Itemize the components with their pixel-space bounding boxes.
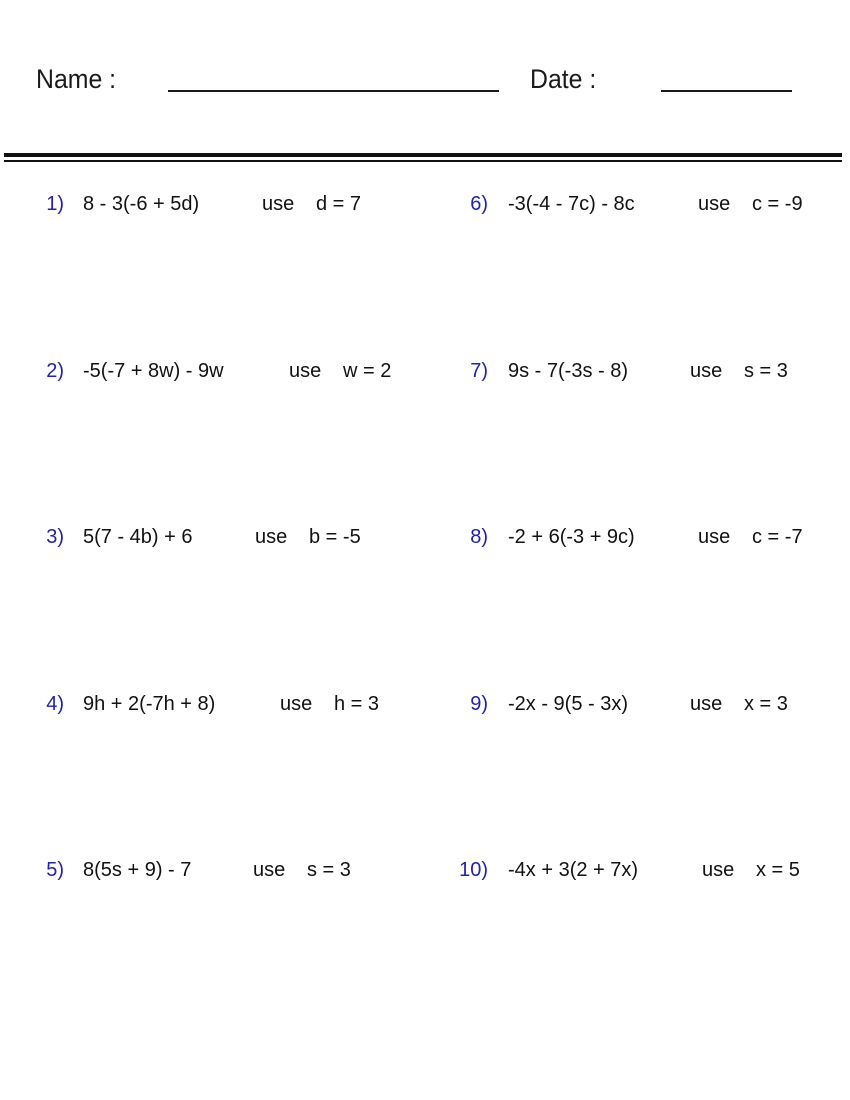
problem-substitution: c = -9 [752, 193, 803, 215]
header-divider-thick [4, 153, 842, 157]
problem-use-label: use [280, 693, 313, 715]
problem-expression: -2x - 9(5 - 3x) [508, 693, 629, 715]
problem-use-label: use [253, 859, 286, 881]
problem-expression: 9s - 7(-3s - 8) [508, 360, 629, 382]
problem-expression: -5(-7 + 8w) - 9w [83, 360, 224, 382]
problem-number: 6) [470, 193, 488, 215]
problem-number: 4) [46, 693, 64, 715]
problem-substitution: x = 3 [744, 693, 788, 715]
name-blank-line [168, 90, 499, 92]
problem-number: 5) [46, 859, 64, 881]
date-blank-line [661, 90, 792, 92]
problem-use-label: use [698, 193, 731, 215]
problem-substitution: s = 3 [307, 859, 351, 881]
problem-number: 1) [46, 193, 64, 215]
problem-substitution: w = 2 [343, 360, 392, 382]
problem-expression: -3(-4 - 7c) - 8c [508, 193, 635, 215]
problem-number: 8) [470, 526, 488, 548]
problem-use-label: use [698, 526, 731, 548]
problem-use-label: use [702, 859, 735, 881]
problem-expression: -2 + 6(-3 + 9c) [508, 526, 635, 548]
problem-use-label: use [690, 360, 723, 382]
problem-substitution: h = 3 [334, 693, 380, 715]
problem-number: 10) [459, 859, 488, 881]
problem-expression: 8(5s + 9) - 7 [83, 859, 192, 881]
problem-substitution: c = -7 [752, 526, 803, 548]
problem-use-label: use [289, 360, 322, 382]
problem-substitution: b = -5 [309, 526, 361, 548]
problem-number: 7) [470, 360, 488, 382]
problem-substitution: x = 5 [756, 859, 800, 881]
problem-number: 3) [46, 526, 64, 548]
problem-use-label: use [690, 693, 723, 715]
problem-expression: 8 - 3(-6 + 5d) [83, 193, 200, 215]
problem-number: 9) [470, 693, 488, 715]
problem-number: 2) [46, 360, 64, 382]
problem-expression: -4x + 3(2 + 7x) [508, 859, 639, 881]
problem-substitution: d = 7 [316, 193, 362, 215]
problem-expression: 5(7 - 4b) + 6 [83, 526, 193, 548]
problem-substitution: s = 3 [744, 360, 788, 382]
name-label: Name : [36, 64, 117, 94]
date-label: Date : [530, 64, 597, 94]
header-divider-thin [4, 160, 842, 162]
problem-expression: 9h + 2(-7h + 8) [83, 693, 216, 715]
problem-use-label: use [262, 193, 295, 215]
problem-use-label: use [255, 526, 288, 548]
